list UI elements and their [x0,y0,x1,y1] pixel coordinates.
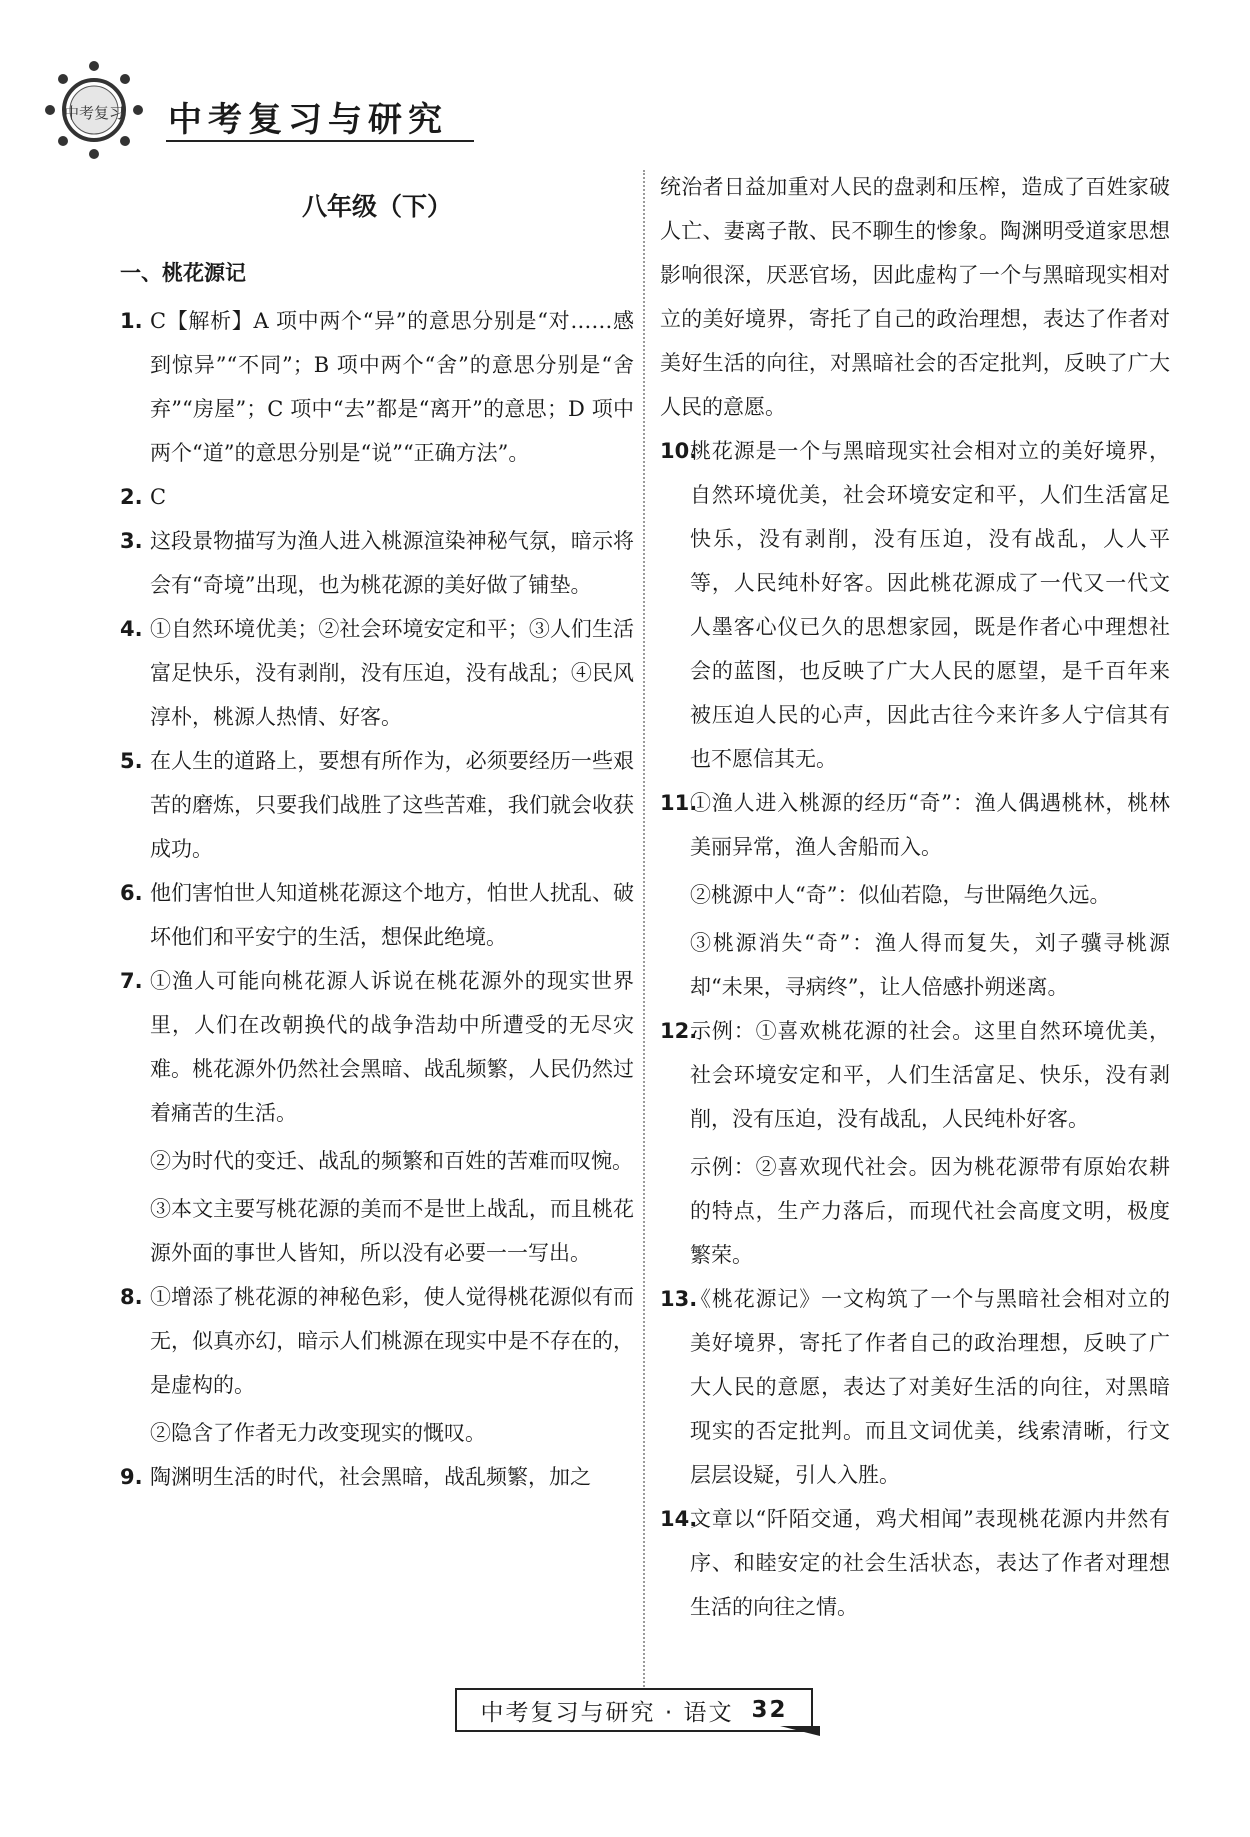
answer-text: ①增添了桃花源的神秘色彩，使人觉得桃花源似有而无，似真亦幻，暗示人们桃源在现实中是不存在的，是虚构的。 [150,1285,634,1397]
answer-text: ③桃源消失“奇”：渔人得而复失，刘子骥寻桃源却“未果，寻病终”，让人倍感扑朔迷离。 [690,931,1170,999]
answer-number: 8. [120,1285,143,1309]
answer-number: 3. [120,529,143,553]
answer-item [660,1277,1170,1497]
answer-item [120,871,634,959]
answer-item [120,607,634,739]
left-answer-list [120,299,634,1499]
section-title: 一、桃花源记 [120,261,246,285]
footer-text: 中考复习与研究 · 语文 [480,1699,734,1726]
answer-number: 7. [120,969,143,993]
answer-text: 桃花源是一个与黑暗现实社会相对立的美好境界，自然环境优美，社会环境安定和平，人们生活富足快乐，没有剥削，没有压迫，没有战乱，人人平等，人民纯朴好客。因此桃花源成了一代又一代文人墨客心仪已久的思想家园，既是作者心中理想社会的蓝图，也反映了广大人民的愿望，是千百年来被压迫人民的心声，因此古往今来许多人宁信其有也不愿信其无。 [690,439,1170,771]
answer-number: 1. [120,309,143,333]
answer-text: ②为时代的变迁、战乱的频繁和百姓的苦难而叹惋。 [150,1149,633,1173]
answer-number: 4. [120,617,143,641]
answer-item [120,475,634,519]
svg-text:中考复习: 中考复习 [63,104,125,122]
answer-text: C【解析】A 项中两个“异”的意思分别是“对……感到惊异”“不同”；B 项中两个“舍”的意思分别是“舍弃”“房屋”；C 项中“去”都是“离开”的意思；D 项中两个“道”的意思分别是“说”“正确方法”。 [150,309,634,465]
answer-text: 他们害怕世人知道桃花源这个地方，怕世人扰乱、破坏他们和平安宁的生活，想保此绝境。 [150,881,634,949]
answer-text: ②隐含了作者无力改变现实的慨叹。 [150,1421,486,1445]
answer-item [120,959,634,1275]
answer-text: ②桃源中人“奇”：似仙若隐，与世隔绝久远。 [690,883,1111,907]
header-underline [166,140,474,142]
answer-item [660,429,1170,781]
answer-text: ①自然环境优美；②社会环境安定和平；③人们生活富足快乐，没有剥削，没有压迫，没有战乱；④民风淳朴，桃源人热情、好客。 [150,617,634,729]
answer-text: ③本文主要写桃花源的美而不是世上战乱，而且桃花源外面的事世人皆知，所以没有必要一一写出。 [150,1197,634,1265]
page-number: 32 [751,1697,788,1723]
answer-text: 文章以“阡陌交通，鸡犬相闻”表现桃花源内井然有序、和睦安定的社会生活状态，表达了作者对理想生活的向往之情。 [690,1507,1170,1619]
left-column [120,165,634,1499]
column-divider [643,170,645,1690]
answer-number: 12. [660,1019,698,1043]
answer-number: 6. [120,881,143,905]
answer-text: ①渔人可能向桃花源人诉说在桃花源外的现实世界里，人们在改朝换代的战争浩劫中所遭受的无尽灾难。桃花源外仍然社会黑暗、战乱频繁，人民仍然过着痛苦的生活。 [150,969,634,1125]
answer-text: 这段景物描写为渔人进入桃源渲染神秘气氛，暗示将会有“奇境”出现，也为桃花源的美好做了铺垫。 [150,529,634,597]
page-header-title: 中考复习与研究 [168,100,448,140]
answer-item [660,781,1170,1009]
answer-number: 14. [660,1507,698,1531]
answer-text: 陶渊明生活的时代，社会黑暗，战乱频繁，加之 [150,1465,591,1489]
answer-number: 13. [660,1287,698,1311]
answer-item [120,1275,634,1455]
answer-text: 《桃花源记》一文构筑了一个与黑暗社会相对立的美好境界，寄托了作者自己的政治理想，反映了广大人民的意愿，表达了对美好生活的向往，对黑暗现实的否定批判。而且文词优美，线索清晰，行文层层设疑，引人入胜。 [690,1287,1170,1487]
answer-item [660,1009,1170,1277]
right-column [660,165,1170,1629]
answer-text: ①渔人进入桃源的经历“奇”：渔人偶遇桃林，桃林美丽异常，渔人舍船而入。 [690,791,1170,859]
sun-badge-logo-icon [44,60,144,160]
answer-text: 在人生的道路上，要想有所作为，必须要经历一些艰苦的磨炼，只要我们战胜了这些苦难，我们就会收获成功。 [150,749,634,861]
page-footer [455,1688,813,1732]
answer-number: 9. [120,1465,143,1489]
answer-number: 10. [660,439,698,463]
answer-text: 示例：①喜欢桃花源的社会。这里自然环境优美，社会环境安定和平，人们生活富足、快乐，没有剥削，没有压迫，没有战乱，人民纯朴好客。 [690,1019,1170,1131]
answer-number: 11. [660,791,698,815]
grade-title: 八年级（下） [301,192,452,221]
answer-item [120,299,634,475]
answer-text: 示例：②喜欢现代社会。因为桃花源带有原始农耕的特点，生产力落后，而现代社会高度文明，极度繁荣。 [690,1155,1170,1267]
footer-decoration [780,1726,820,1736]
answer-text: C [150,485,167,509]
continued-answer-9: 统治者日益加重对人民的盘剥和压榨，造成了百姓家破人亡、妻离子散、民不聊生的惨象。陶渊明受道家思想影响很深，厌恶官场，因此虚构了一个与黑暗现实相对立的美好境界，寄托了自己的政治理想，表达了作者对美好生活的向往，对黑暗社会的否定批判，反映了广大人民的意愿。 [660,175,1170,419]
answer-number: 5. [120,749,143,773]
right-answer-list [660,429,1170,1629]
answer-number: 2. [120,485,143,509]
answer-item [120,1455,634,1499]
answer-item [120,519,634,607]
answer-item [120,739,634,871]
answer-item [660,1497,1170,1629]
